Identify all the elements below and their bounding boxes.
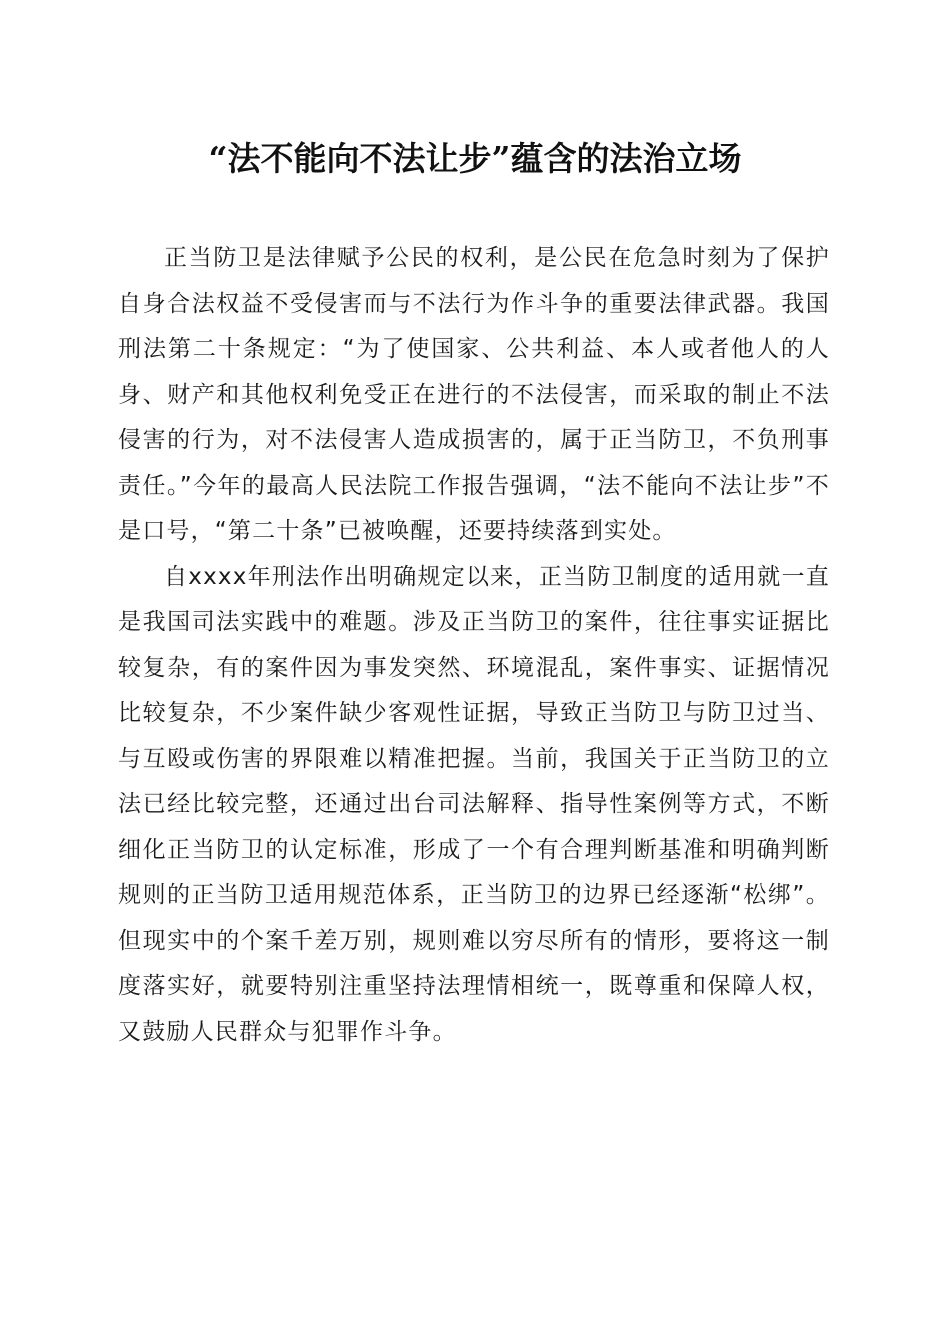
paragraph-2: 自xxxx年刑法作出明确规定以来，正当防卫制度的适用就一直是我国司法实践中的难题。涉及正当防卫的案件，往往事实证据比较复杂，有的案件因为事发突然、环境混乱，案件事实、证据情况比较复杂，不少案件缺少客观性证据，导致正当防卫与防卫过当、与互殴或伤害的界限难以精准把握。当前，我国关于正当防卫的立法已经比较完整，还通过出台司法解释、指导性案例等方式，不断细化正当防卫的认定标准，形成了一个有合理判断基准和明确判断规则的正当防卫适用规范体系，正当防卫的边界已经逐渐“松绑”。但现实中的个案千差万别，规则难以穷尽所有的情形，要将这一制度落实好，就要特别注重坚持法理情相统一，既尊重和保障人权，又鼓励人民群众与犯罪作斗争。 xyxy=(118,563,830,1045)
document-body xyxy=(118,236,830,1055)
paragraph-1: 正当防卫是法律赋予公民的权利，是公民在危急时刻为了保护自身合法权益不受侵害而与不法行为作斗争的重要法律武器。我国刑法第二十条规定：“为了使国家、公共利益、本人或者他人的人身、财产和其他权利免受正在进行的不法侵害，而采取的制止不法侵害的行为，对不法侵害人造成损害的，属于正当防卫，不负刑事责任。”今年的最高人民法院工作报告强调，“法不能向不法让步”不是口号，“第二十条”已被唤醒，还要持续落到实处。 xyxy=(118,245,830,544)
document-title: “法不能向不法让步”蕴含的法治立场 xyxy=(208,139,742,178)
